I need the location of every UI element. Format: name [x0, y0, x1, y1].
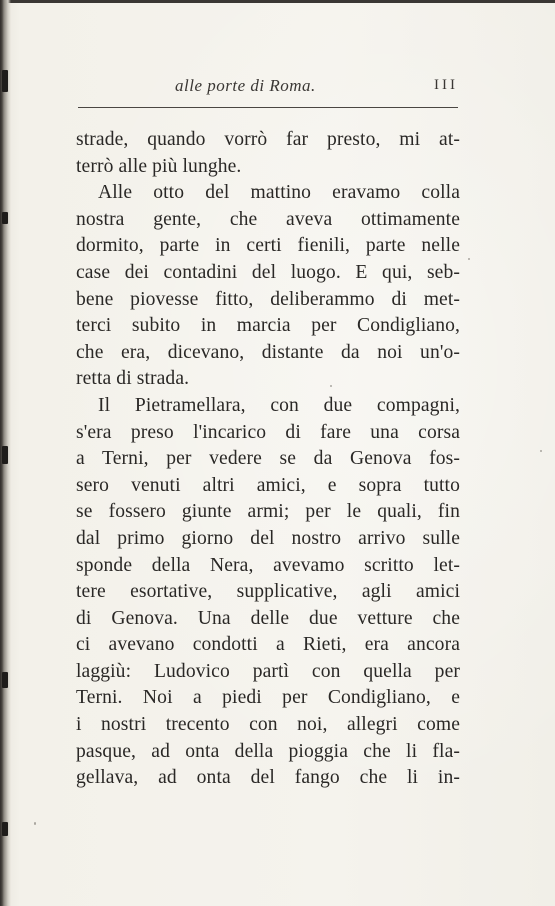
book-binding-edge — [0, 0, 11, 906]
binding-mark — [2, 212, 8, 224]
text-line: pasque, ad onta della pioggia che li fla- — [76, 740, 460, 762]
text-line: retta di strada. — [76, 368, 190, 390]
paper-speck — [540, 450, 542, 452]
text-line: che era, dicevano, distante da noi un'o- — [76, 341, 460, 363]
page-number: III — [434, 77, 458, 93]
binding-mark — [2, 70, 8, 92]
header-rule — [78, 107, 458, 108]
running-head — [78, 74, 458, 98]
text-line: laggiù: Ludovico partì con quella per — [76, 660, 460, 682]
running-title: alle porte di Roma. — [175, 76, 316, 95]
text-line: nostra gente, che aveva ottimamente — [76, 208, 460, 230]
text-line: dormito, parte in certi fienili, parte nelle — [76, 235, 460, 257]
text-line: s'era preso l'incarico di fare una corsa — [76, 421, 460, 443]
binding-mark — [2, 822, 8, 836]
text-line: terrò alle più lunghe. — [76, 155, 242, 177]
text-line: sero venuti altri amici, e sopra tutto — [76, 474, 460, 496]
text-line: dal primo giorno del nostro arrivo sulle — [76, 527, 460, 549]
text-line: bene piovesse fitto, deliberammo di met- — [76, 288, 460, 310]
text-line: Terni. Noi a piedi per Condigliano, e — [76, 687, 460, 709]
text-line: gellava, ad onta del fango che li in- — [76, 767, 460, 789]
text-line: Il Pietramellara, con due compagni, — [98, 394, 460, 416]
text-line: tere esortative, supplicative, agli amici — [76, 581, 460, 603]
binding-mark — [2, 446, 8, 464]
paper-speck — [330, 385, 332, 387]
text-line: di Genova. Una delle due vetture che — [76, 607, 460, 629]
text-line: se fossero giunte armi; per le quali, fin — [76, 501, 460, 523]
paper-speck — [34, 822, 36, 825]
body-text — [76, 127, 460, 792]
text-line: strade, quando vorrò far presto, mi at- — [76, 129, 460, 150]
text-line: ci avevano condotti a Rieti, era ancora — [76, 634, 460, 656]
paper-speck — [468, 258, 470, 260]
text-line: Alle otto del mattino eravamo colla — [98, 182, 460, 204]
binding-mark — [2, 672, 8, 688]
text-line: a Terni, per vedere se da Genova fos- — [76, 448, 460, 470]
text-line: i nostri trecento con noi, allegri come — [76, 714, 460, 736]
text-line: terci subito in marcia per Condigliano, — [76, 315, 460, 337]
page-top-edge — [0, 0, 555, 3]
text-line: case dei contadini del luogo. E qui, seb- — [76, 261, 460, 283]
text-line: sponde della Nera, avevamo scritto let- — [76, 554, 460, 576]
